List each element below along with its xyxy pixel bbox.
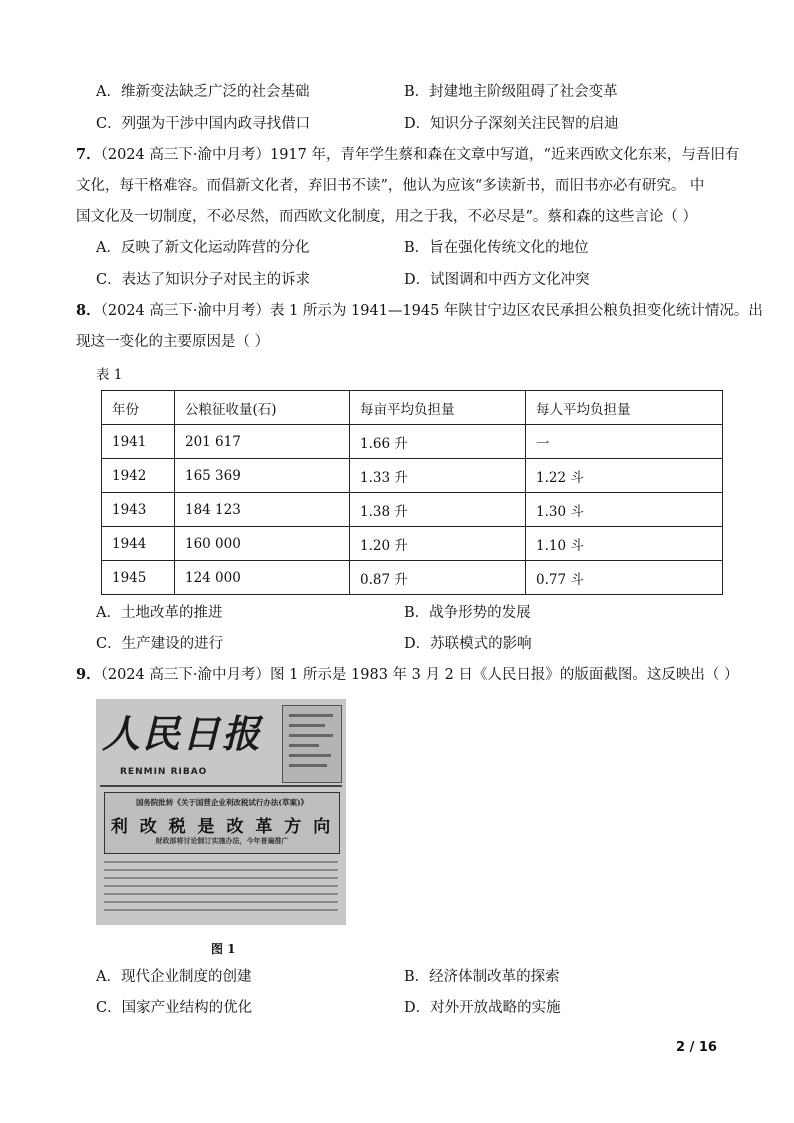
table-cell: 184 123 (175, 493, 350, 527)
q9-number: 9． (76, 666, 101, 683)
q7-option-a[interactable]: A．反映了新文化运动阵营的分化 (96, 240, 310, 256)
q8-option-b[interactable]: B．战争形势的发展 (404, 605, 531, 621)
table-cell: 1.20 升 (350, 527, 526, 561)
q8-option-c[interactable]: C．生产建设的进行 (96, 636, 224, 652)
newspaper-text-line (104, 869, 338, 871)
table-cell: 0.87 升 (350, 561, 526, 595)
q9-option-b[interactable]: B．经济体制改革的探索 (404, 969, 560, 985)
q7-stem-line-2: 文化，每干格难容。而倡新文化者，弃旧书不读”，他认为应该“多读新书，而旧书亦必有研究。 中 (76, 178, 705, 194)
q8-stem-line-2: 现这一变化的主要原因是（ ） (76, 334, 270, 350)
table-cell: 1.10 斗 (526, 527, 723, 561)
table-row (102, 425, 723, 459)
table-cell: 1944 (102, 527, 175, 561)
newspaper-subheadline-2: 财政部将讨论制订实施办法，今年普遍推广 (155, 836, 289, 845)
grain-burden-table (101, 390, 723, 595)
table-cell: 1.66 升 (350, 425, 526, 459)
newspaper-pinyin: RENMIN RIBAO (120, 767, 208, 777)
page-number: 2 / 16 (676, 1040, 717, 1055)
table-header-row (102, 391, 723, 425)
q8-option-d[interactable]: D．苏联模式的影响 (404, 636, 532, 652)
newspaper-headline: 利 改 税 是 改 革 方 向 (110, 817, 334, 837)
table-cell: 201 617 (175, 425, 350, 459)
newspaper-index-box (282, 705, 342, 783)
q6-option-a[interactable]: A．维新变法缺乏广泛的社会基础 (96, 84, 310, 100)
table-cell: 165 369 (175, 459, 350, 493)
q8-text-1: （2024 高三下·渝中月考）表 1 所示为 1941—1945 年陕甘宁边区农民承担公粮负担变化统计情况。出 (100, 303, 763, 319)
q9-option-c[interactable]: C．国家产业结构的优化 (96, 1000, 253, 1016)
q8-stem-line-1 (76, 300, 763, 322)
q9-text-1: （2024 高三下·渝中月考）图 1 所示是 1983 年 3 月 2 日《人民日报》的版面截图。这反映出（ ） (100, 667, 739, 683)
q9-option-a[interactable]: A．现代企业制度的创建 (96, 969, 252, 985)
table-cell: 1.38 升 (350, 493, 526, 527)
q8-number: 8． (76, 302, 101, 319)
table-cell: 0.77 斗 (526, 561, 723, 595)
table-cell: 1942 (102, 459, 175, 493)
newspaper-text-line (104, 861, 338, 863)
table-row (102, 493, 723, 527)
table-header-cell: 每亩平均负担量 (350, 391, 526, 425)
table-cell: 124 000 (175, 561, 350, 595)
newspaper-text-line (104, 893, 338, 895)
q9-stem-line-1 (76, 664, 739, 686)
q6-option-d[interactable]: D．知识分子深刻关注民智的启迪 (404, 116, 619, 132)
newspaper-text-line (104, 885, 338, 887)
table-cell: 1.30 斗 (526, 493, 723, 527)
table-header-cell: 年份 (102, 391, 175, 425)
table-cell: 1941 (102, 425, 175, 459)
table-header-cell: 公粮征收量(石) (175, 391, 350, 425)
q8-option-a[interactable]: A．土地改革的推进 (96, 605, 223, 621)
q7-option-b[interactable]: B．旨在强化传统文化的地位 (404, 240, 589, 256)
table-header-cell: 每人平均负担量 (526, 391, 723, 425)
q7-number: 7． (76, 146, 101, 163)
q6-option-b[interactable]: B．封建地主阶级阻碍了社会变革 (404, 84, 618, 100)
figure-caption: 图 1 (211, 942, 236, 956)
table-cell: 1.33 升 (350, 459, 526, 493)
newspaper-masthead: 人民日报 (102, 711, 263, 756)
newspaper-text-line (104, 901, 338, 903)
q7-stem-line-1 (76, 144, 739, 166)
newspaper-image (96, 699, 346, 925)
newspaper-subheadline: 国务院批转《关于国营企业利改税试行办法(草案)》 (135, 798, 309, 807)
q9-option-d[interactable]: D．对外开放战略的实施 (404, 1000, 561, 1016)
table-cell: 1945 (102, 561, 175, 595)
table-cell: 160 000 (175, 527, 350, 561)
table-caption: 表 1 (96, 367, 123, 383)
q7-option-d[interactable]: D．试图调和中西方文化冲突 (404, 272, 590, 288)
table-row (102, 459, 723, 493)
q7-stem-line-3: 国文化及一切制度，不必尽然，而西欧文化制度，用之于我，不必尽是”。蔡和森的这些言论（ ） (76, 209, 698, 225)
q7-text-1: （2024 高三下·渝中月考）1917 年，青年学生蔡和森在文章中写道，“近来西欧文化东来，与吾旧有 (100, 147, 740, 163)
table-cell: 1943 (102, 493, 175, 527)
newspaper-headline-box (104, 792, 340, 854)
newspaper-text-line (104, 909, 338, 911)
newspaper-rule (100, 785, 342, 787)
q7-option-c[interactable]: C．表达了知识分子对民主的诉求 (96, 272, 311, 288)
table-cell: 1.22 斗 (526, 459, 723, 493)
q6-option-c[interactable]: C．列强为干涉中国内政寻找借口 (96, 116, 311, 132)
table-row (102, 527, 723, 561)
table-row (102, 561, 723, 595)
newspaper-text-line (104, 877, 338, 879)
table-cell: 一 (526, 425, 723, 459)
